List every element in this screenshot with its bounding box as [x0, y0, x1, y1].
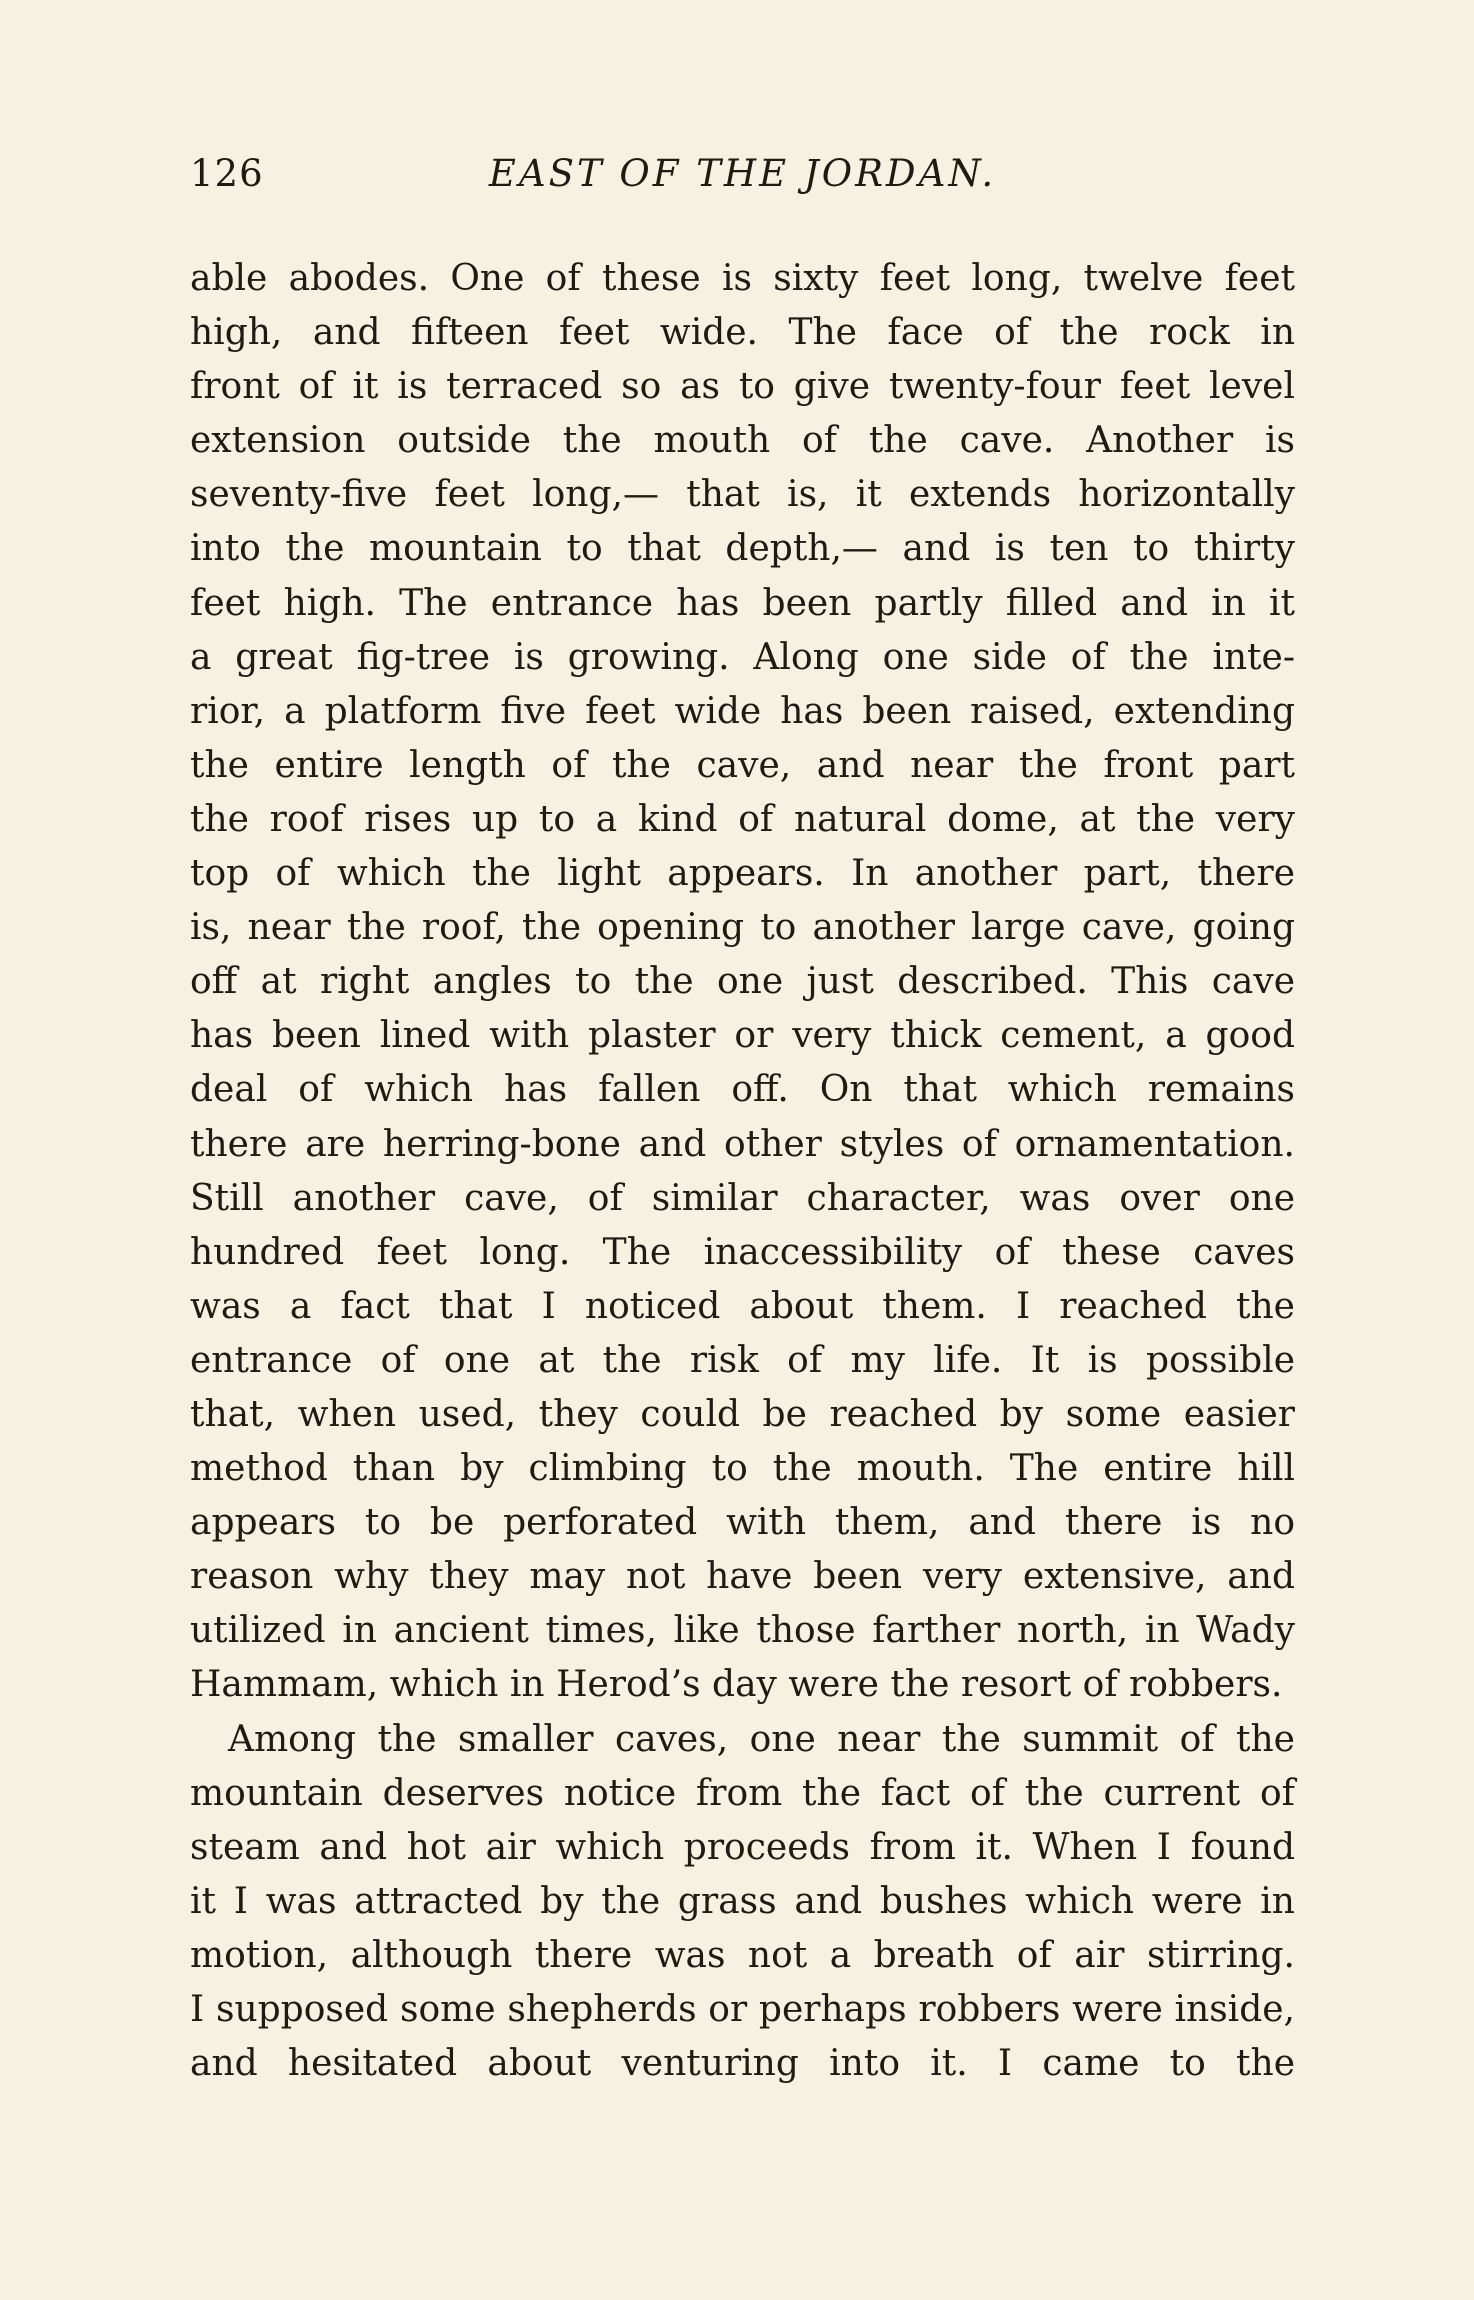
text-line: appears to be perforated with them, and there is no	[190, 1502, 1295, 1544]
text-line: off at right angles to the one just described. This cave	[190, 961, 1295, 1003]
text-line: extension outside the mouth of the cave. Another is	[190, 420, 1295, 462]
text-line: method than by climbing to the mouth. The entire hill	[190, 1448, 1295, 1490]
running-title: EAST OF THE JORDAN.	[488, 152, 997, 195]
text-line: reason why they may not have been very extensive, and	[190, 1556, 1295, 1598]
text-line: front of it is terraced so as to give twenty-four feet level	[190, 366, 1295, 408]
text-line: feet high. The entrance has been partly filled and in it	[190, 582, 1295, 624]
text-line: and hesitated about venturing into it. I came to the	[190, 2043, 1295, 2085]
text-line: was a fact that I noticed about them. I reached the	[190, 1285, 1295, 1327]
text-line: I supposed some shepherds or perhaps robbers were inside,	[190, 1989, 1295, 2030]
text-line: hundred feet long. The inaccessibility of these caves	[190, 1231, 1295, 1273]
text-line: Among the smaller caves, one near the summit of the	[228, 1718, 1295, 1760]
text-line: mountain deserves notice from the fact of the current of	[190, 1772, 1295, 1814]
text-line: able abodes. One of these is sixty feet long, twelve feet	[190, 258, 1295, 299]
text-line: top of which the light appears. In another part, there	[190, 853, 1295, 895]
page-number: 126	[190, 152, 264, 195]
text-line: has been lined with plaster or very thick cement, a good	[190, 1015, 1295, 1057]
text-line: high, and fifteen feet wide. The face of the rock in	[190, 312, 1295, 354]
text-line: seventy-five feet long,— that is, it extends horizontally	[190, 474, 1295, 516]
text-line: a great fig-tree is growing. Along one side of the inte-	[190, 636, 1295, 678]
text-line: there are herring-bone and other styles of ornamentation.	[190, 1123, 1295, 1165]
text-line: motion, although there was not a breath of air stirring.	[190, 1934, 1295, 1976]
text-line: that, when used, they could be reached by some easier	[190, 1393, 1295, 1435]
text-line: it I was attracted by the grass and bushes which were in	[190, 1880, 1295, 1922]
text-line: into the mountain to that depth,— and is ten to thirty	[190, 528, 1295, 570]
text-line: is, near the roof, the opening to another large cave, going	[190, 907, 1295, 949]
text-line: steam and hot air which proceeds from it. When I found	[190, 1826, 1295, 1868]
text-line: the entire length of the cave, and near the front part	[190, 744, 1295, 786]
text-line: Hammam, which in Herod’s day were the resort of robbers.	[190, 1664, 1283, 1706]
text-line: deal of which has fallen off. On that which remains	[190, 1069, 1295, 1111]
text-line: the roof rises up to a kind of natural dome, at the very	[190, 798, 1295, 840]
running-head	[190, 152, 1295, 212]
text-line: entrance of one at the risk of my life. It is possible	[190, 1339, 1295, 1381]
body-text	[190, 252, 1295, 2091]
text-line: rior, a platform five feet wide has been raised, extending	[190, 690, 1295, 732]
text-line: Still another cave, of similar character, was over one	[190, 1177, 1295, 1219]
text-line: utilized in ancient times, like those farther north, in Wady	[190, 1610, 1295, 1652]
